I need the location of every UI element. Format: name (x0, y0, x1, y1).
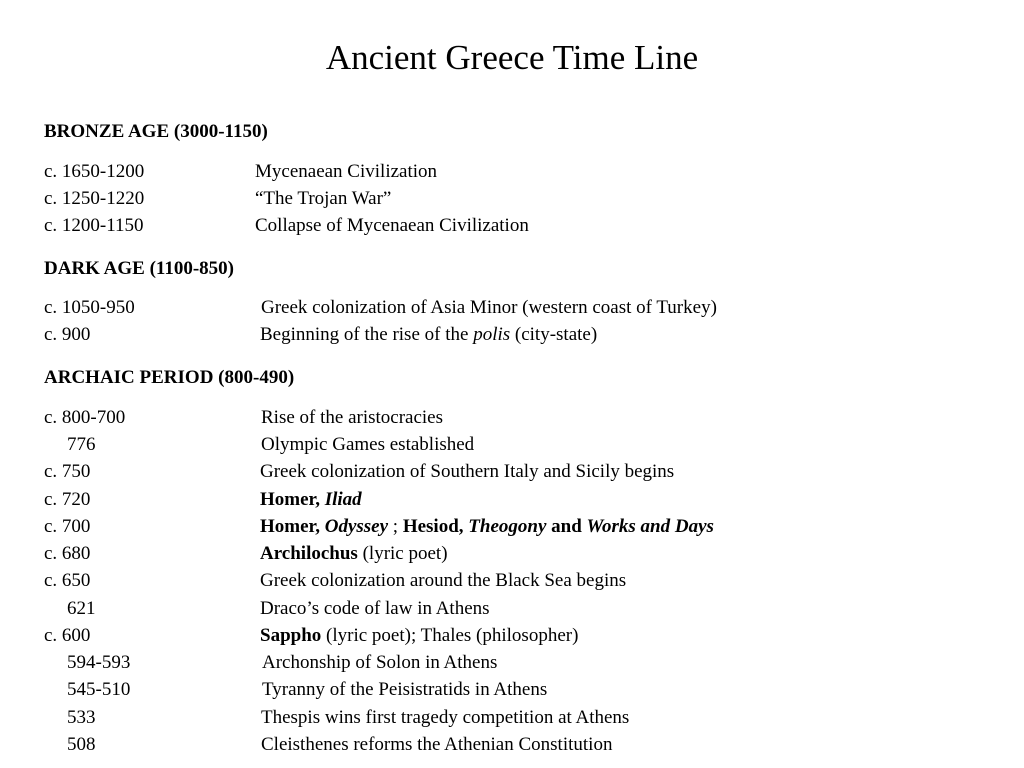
entry-event (260, 540, 448, 567)
entry-event: Greek colonization of Asia Minor (western coast of Turkey) (261, 297, 717, 318)
entry-date: c. 720 (44, 489, 91, 510)
entry-event: Tyranny of the Peisistratids in Athens (262, 679, 548, 700)
timeline-entry (44, 595, 1004, 622)
event-text: (city-state) (510, 324, 598, 345)
section-heading-bronze-age: BRONZE AGE (3000-1150) (44, 121, 268, 142)
author-name: Homer, (260, 516, 325, 537)
timeline-entry (44, 513, 1004, 540)
timeline-entry (44, 486, 1004, 513)
timeline-entry (44, 676, 1004, 703)
author-name: Homer, (260, 489, 325, 510)
entry-date: c. 750 (44, 461, 91, 482)
author-name: Sappho (260, 625, 322, 646)
timeline-entry (44, 294, 1004, 321)
work-title: Theogony (468, 516, 547, 537)
author-name: Archilochus (260, 543, 358, 564)
entry-date: c. 800-700 (44, 407, 126, 428)
entry-date: c. 650 (44, 570, 91, 591)
entry-date: c. 700 (44, 516, 91, 537)
entry-date: 545-510 (67, 679, 131, 700)
entry-date: 621 (67, 598, 96, 619)
timeline-entry (44, 212, 1004, 239)
event-emphasis: polis (473, 324, 511, 345)
event-text: (lyric poet) (357, 543, 448, 564)
timeline-entry (44, 704, 1004, 731)
timeline-entry (44, 158, 1004, 185)
entry-event: Rise of the aristocracies (261, 407, 444, 428)
entry-event: Draco’s code of law in Athens (260, 598, 490, 619)
page-title: Ancient Greece Time Line (325, 38, 699, 77)
section-heading-archaic-period: ARCHAIC PERIOD (800-490) (44, 367, 295, 388)
timeline-entry (44, 567, 1004, 594)
entry-date: 533 (67, 707, 96, 728)
entry-event: Greek colonization around the Black Sea begins (260, 570, 627, 591)
entry-event (260, 513, 714, 540)
work-title: Works and Days (586, 516, 714, 537)
entry-event (260, 486, 362, 513)
timeline-entry (44, 458, 1004, 485)
timeline-entry (44, 185, 1004, 212)
entry-event: Olympic Games established (261, 434, 475, 455)
entry-event: Archonship of Solon in Athens (262, 652, 498, 673)
entry-event: Thespis wins first tragedy competition at Athens (261, 707, 630, 728)
entry-date: 776 (67, 434, 96, 455)
entry-event (260, 622, 578, 649)
entry-date: c. 1050-950 (44, 297, 135, 318)
entry-date: 594-593 (67, 652, 131, 673)
entry-date: c. 680 (44, 543, 91, 564)
timeline-entry (44, 540, 1004, 567)
timeline-entry (44, 431, 1004, 458)
work-title: Iliad (324, 489, 362, 510)
separator: ; (388, 516, 403, 537)
event-text: Beginning of the rise of the (260, 324, 474, 345)
entry-event (260, 321, 597, 348)
entry-date: 508 (67, 734, 96, 755)
entry-date: c. 1200-1150 (44, 215, 144, 236)
entry-event: “The Trojan War” (255, 188, 392, 209)
entry-date: c. 1650-1200 (44, 161, 145, 182)
entry-date: c. 600 (44, 625, 91, 646)
entry-event: Greek colonization of Southern Italy and Sicily begins (260, 461, 675, 482)
timeline-entry (44, 731, 1004, 758)
timeline-entry (44, 321, 1004, 348)
author-name: Hesiod, (402, 516, 469, 537)
timeline-entry (44, 622, 1004, 649)
work-title: Odyssey (324, 516, 389, 537)
conjunction: and (546, 516, 587, 537)
entry-date: c. 900 (44, 324, 91, 345)
entry-event: Collapse of Mycenaean Civilization (255, 215, 529, 236)
timeline-entry (44, 404, 1004, 431)
timeline-entry (44, 649, 1004, 676)
entry-date: c. 1250-1220 (44, 188, 145, 209)
event-text: (lyric poet); Thales (philosopher) (321, 625, 579, 646)
entry-event: Mycenaean Civilization (255, 161, 438, 182)
section-heading-dark-age: DARK AGE (1100-850) (44, 258, 234, 279)
entry-event: Cleisthenes reforms the Athenian Constitution (261, 734, 613, 755)
